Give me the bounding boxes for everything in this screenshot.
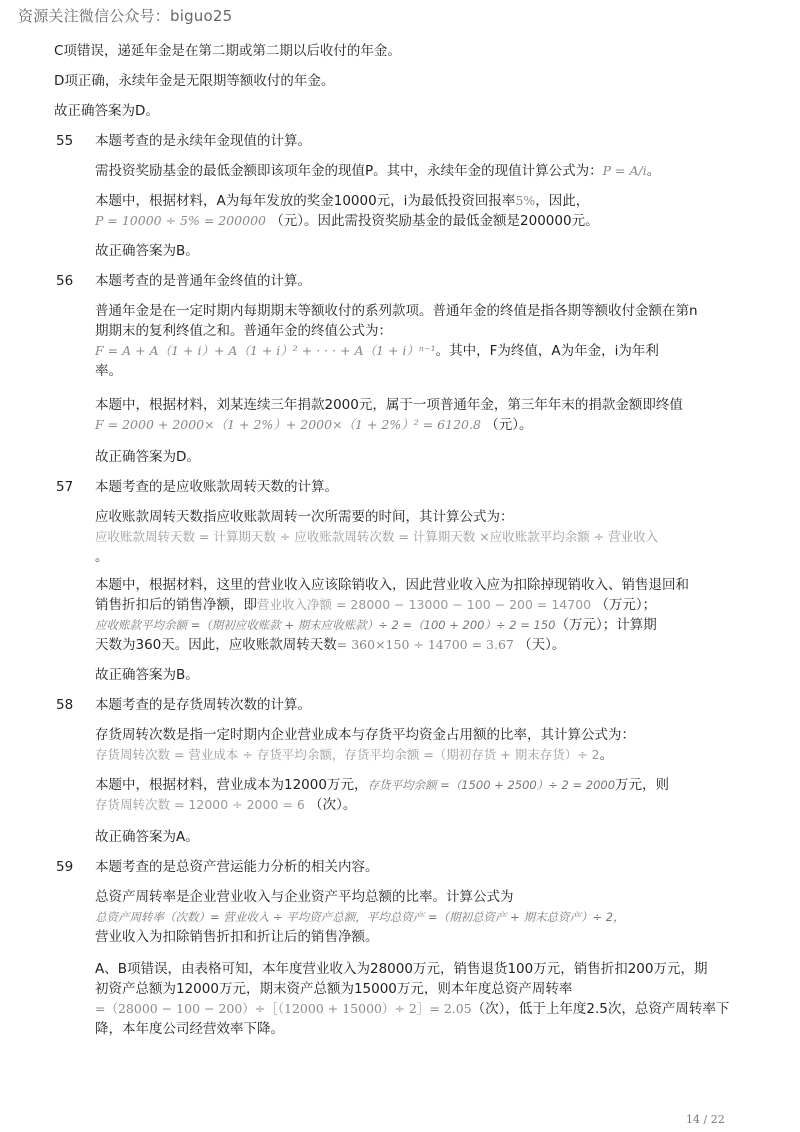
page-number: 14 / 22 [686, 1113, 725, 1126]
formula: 总资产周转率（次数）= 营业收入 ÷ 平均资产总额，平均总资产 =（期初总资产 + 期末总资产）÷ 2， [95, 910, 625, 924]
formula: F = A + A（1 + i）+ A（1 + i）² + · · · + A（1 + i）ⁿ⁻¹ [95, 343, 436, 358]
question-number: 59 [56, 859, 74, 875]
watermark: 资源关注微信公众号：biguo25 [18, 7, 233, 25]
formula: 存货周转次数 = 12000 ÷ 2000 = 6 [95, 797, 305, 812]
paragraph: A、B项错误，由表格可知，本年度营业收入为28000万元，销售退货100万元，销售折扣200万元，期 初资产总额为12000万元，期末资产总额为15000万元，则本年度总资产周转率 =（28000 − 100 − 200）÷［（12000 + 15000）÷ 2］= 2.05（次），低于上年度2.5次，总资产周转率下 降，本年度公司经营效率下降。 [95, 961, 730, 1037]
formula: P = 10000 ÷ 5% = 200000 [95, 213, 266, 228]
answer-line: 故正确答案为D。 [54, 103, 159, 119]
paragraph: 普通年金是在一定时期内每期期末等额收付的系列款项。普通年金的终值是指各期等额收付金额在第n 期期末的复利终值之和。普通年金的终值公式为： F = A + A（1 + i）+ A（1 + i）² + · · · + A（1 + i）ⁿ⁻¹。其中，F为终值，A为年金，i为年利 率。 [95, 303, 698, 379]
formula: F = 2000 + 2000×（1 + 2%）+ 2000×（1 + 2%）² = 6120.8 [95, 417, 481, 432]
question-heading: 本题考查的是总资产营运能力分析的相关内容。 [95, 859, 379, 875]
answer-line: 故正确答案为B。 [95, 243, 199, 259]
formula: P = A/i [602, 163, 647, 178]
paragraph: 本题中，根据材料，营业成本为12000万元，存货平均余额 =（1500 + 2500）÷ 2 = 2000万元，则 存货周转次数 = 12000 ÷ 2000 = 6 （次）。 [95, 777, 670, 813]
formula: 应收账款平均余额 =（期初应收账款 + 期末应收账款）÷ 2 =（100 + 200）÷ 2 = 150 [95, 618, 556, 632]
formula: 存货周转次数 = 营业成本 ÷ 存货平均余额，存货平均余额 =（期初存货 + 期末存货）÷ 2 [95, 747, 600, 762]
question-heading: 本题考查的是普通年金终值的计算。 [95, 273, 311, 289]
paragraph: 存货周转次数是指一定时期内企业营业成本与存货平均资金占用额的比率，其计算公式为： 存货周转次数 = 营业成本 ÷ 存货平均余额，存货平均余额 =（期初存货 + 期末存货）÷ 2。 [95, 727, 635, 763]
question-heading: 本题考查的是存货周转次数的计算。 [95, 697, 311, 713]
answer-line: 故正确答案为A。 [95, 829, 199, 845]
paragraph: 应收账款周转天数指应收账款周转一次所需要的时间，其计算公式为： 应收账款周转天数 = 计算期天数 ÷ 应收账款周转次数 = 计算期天数 ×应收账款平均余额 ÷ 营业收入 。 [95, 507, 743, 567]
paragraph: 总资产周转率是企业营业收入与企业资产平均总额的比率。计算公式为 总资产周转率（次数）= 营业收入 ÷ 平均资产总额，平均总资产 =（期初总资产 + 期末总资产）÷ 2， 营业收入为扣除销售折扣和折让后的销售净额。 [95, 887, 743, 947]
question-heading: 本题考查的是永续年金现值的计算。 [95, 133, 311, 149]
answer-line: 故正确答案为D。 [95, 449, 200, 465]
question-heading: 本题考查的是应收账款周转天数的计算。 [95, 479, 338, 495]
paragraph: 本题中，根据材料，这里的营业收入应该除销收入，因此营业收入应为扣除掉现销收入、销售退回和 销售折扣后的销售净额，即营业收入净额 = 28000 − 13000 − 100 − 200 = 14700 （万元）； 应收账款平均余额 =（期初应收账款 + 期末应收账款）÷ 2 =（100 + 200）÷ 2 = 150（万元）；计算期 天数为360天。因此，应收账款周转天数= 360×150 ÷ 14700 = 3.67 （天）。 [95, 577, 689, 653]
question-number: 56 [56, 273, 74, 289]
formula: 营业收入净额 = 28000 − 13000 − 100 − 200 = 14700 [257, 597, 592, 612]
question-number: 57 [56, 479, 74, 495]
option-d-explanation: D项正确，永续年金是无限期等额收付的年金。 [54, 73, 335, 89]
option-c-explanation: C项错误，递延年金是在第二期或第二期以后收付的年金。 [54, 43, 401, 59]
paragraph: 本题中，根据材料，刘某连续三年捐款2000元，属于一项普通年金，第三年年末的捐款金额即终值 F = 2000 + 2000×（1 + 2%）+ 2000×（1 + 2%）² = 6120.8 （元）。 [95, 397, 683, 433]
formula: 应收账款周转天数 = 计算期天数 ÷ 应收账款周转次数 = 计算期天数 ×应收账款平均余额 ÷ 营业收入 [95, 529, 659, 544]
question-number: 58 [56, 697, 74, 713]
formula: 存货平均余额 =（1500 + 2500）÷ 2 = 2000 [367, 778, 616, 792]
paragraph: 需投资奖励基金的最低金额即该项年金的现值P。其中，永续年金的现值计算公式为：P = A/i。 [95, 163, 661, 179]
paragraph: 本题中，根据材料，A为每年发放的奖金10000元，i为最低投资回报率5%，因此， P = 10000 ÷ 5% = 200000 （元）。因此需投资奖励基金的最低金额是200000元。 [95, 193, 599, 229]
formula: = 360×150 ÷ 14700 = 3.67 [336, 637, 514, 652]
question-number: 55 [56, 133, 74, 149]
formula: =（28000 − 100 − 200）÷［（12000 + 15000）÷ 2］= 2.05 [95, 1001, 472, 1016]
answer-line: 故正确答案为B。 [95, 667, 199, 683]
